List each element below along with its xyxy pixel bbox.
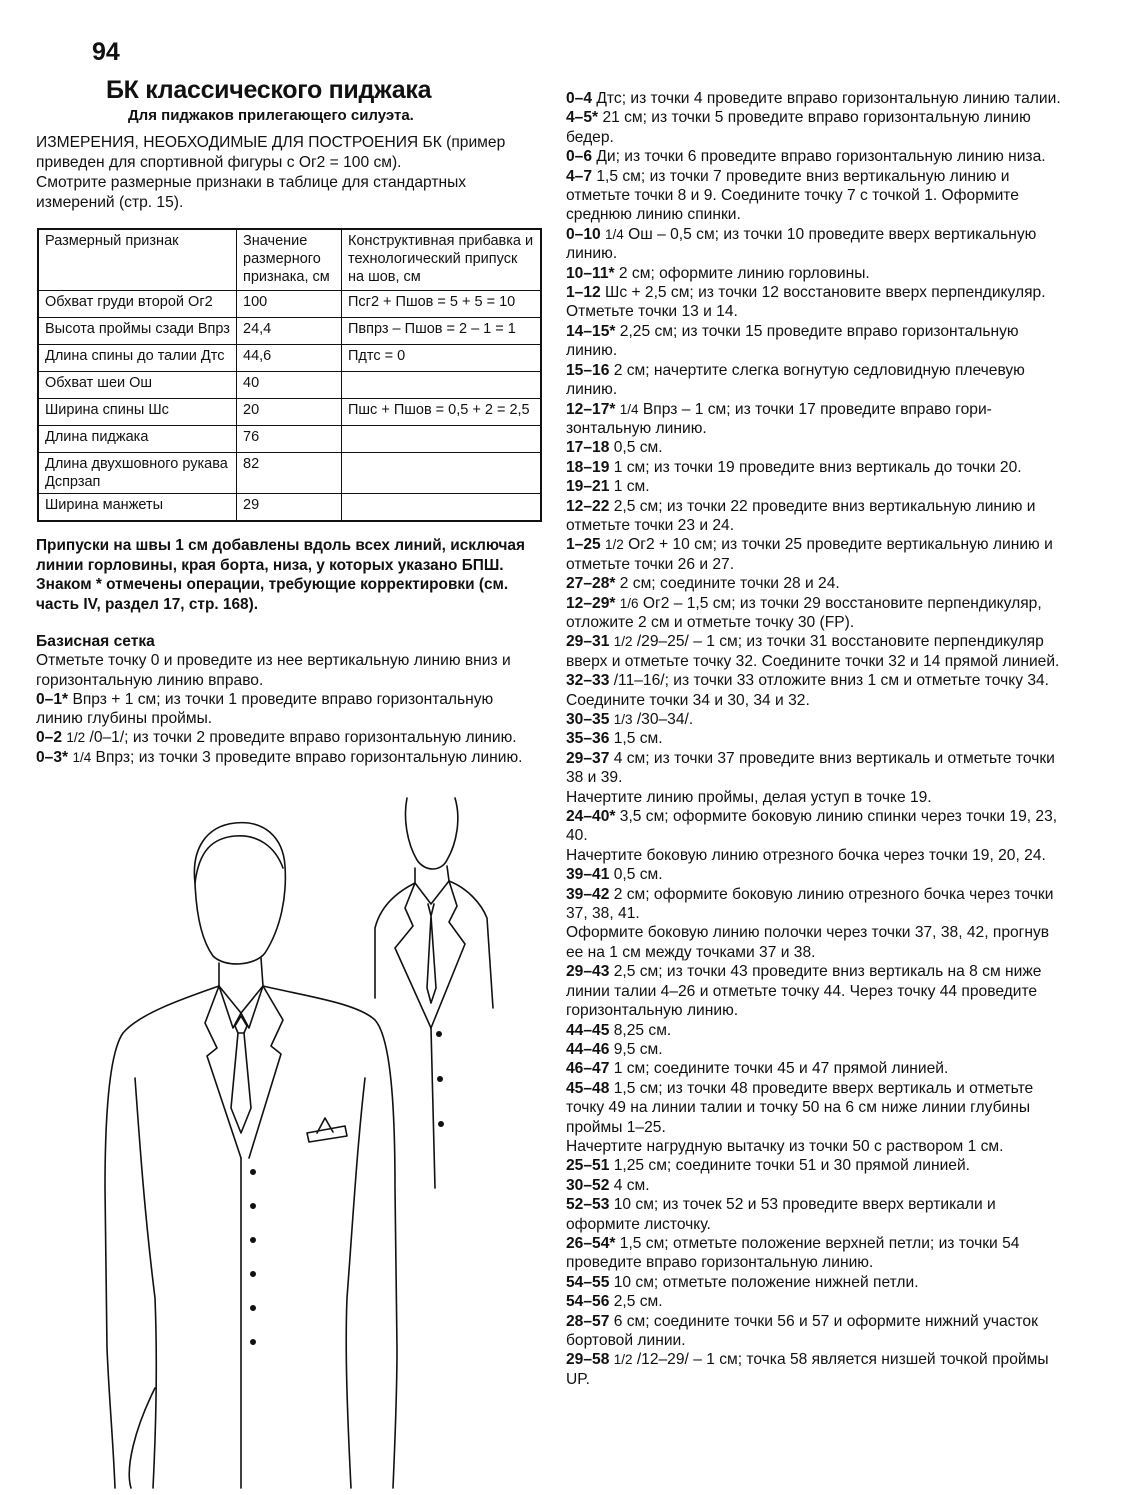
step-text: Оформите боковую линию полочки через точки 37, 38, 42, прогнув ее на 1 см между точками 37 и 38.: [566, 924, 1050, 961]
step-label: 0–6: [566, 148, 593, 166]
step-text: 4 см; из точки 37 проведите вниз вертикаль и отметьте точки 38 и 39.: [566, 749, 1055, 787]
step-label: 54–55: [566, 1273, 610, 1291]
step-text: 2 см; соедините точки 28 и 24.: [619, 575, 840, 593]
base-grid-section: [36, 632, 541, 767]
step-text: 0,5 см.: [613, 866, 663, 884]
step-text: /12–29/ – 1 см; точка 58 является низшей точкой проймы UP.: [566, 1351, 1049, 1388]
table-row: Длина спины до талии Дтс 44,6 Пдтс = 0: [38, 345, 541, 372]
step-text: /0–1/; из точки 2 проведите вправо горизонтальную линию.: [85, 729, 517, 747]
instruction-step: [566, 749, 1066, 788]
construction-steps: [566, 89, 1066, 1389]
step-text: 2,5 см; из точки 22 проведите вниз вертикальную линию и отметьте точки 23 и 24.: [566, 497, 1036, 534]
step-text: Впрз – 1 см; из точки 17 проведите вправо горизонтальную линию.: [566, 400, 992, 437]
step-text: 1,25 см; соедините точки 51 и 30 прямой линией.: [613, 1157, 971, 1175]
page-title: БК классического пиджака: [106, 76, 432, 104]
jacket-illustration: [95, 788, 535, 1493]
section-intro: Отметьте точку 0 и проведите из нее вертикальную линию вниз и горизонтальную линию вправо.: [36, 652, 511, 689]
step-label: 19–21: [566, 478, 610, 496]
step-text: /29–25/ – 1 см; из точки 31 восстановите перпендикуляр вверх и отметьте точку 32. Соедините точки 32 и 14 прямой линией.: [566, 633, 1060, 670]
step-label: 17–18: [566, 439, 610, 457]
step-label: 0–4: [566, 90, 593, 107]
instruction-step: [566, 710, 1066, 729]
instruction-step: [566, 729, 1066, 748]
instruction-step: [566, 477, 1066, 496]
step-label: 12–29*: [566, 594, 616, 612]
step-label: 24–40*: [566, 808, 616, 826]
step-label: 29–58: [566, 1351, 610, 1369]
step-text: 2 см; оформите боковую линию отрезного бочка через точки 37, 38, 41.: [566, 885, 1054, 923]
step-label: 15–16: [566, 361, 610, 379]
step-text: Ог2 + 10 см; из точки 25 проведите вертикальную линию и отметьте точки 26 и 27.: [566, 536, 1053, 573]
step-fraction: 1/4: [72, 749, 92, 765]
instruction-step: [566, 962, 1066, 1020]
step-label: 39–41: [566, 866, 610, 884]
step-label: 1–25: [566, 536, 601, 554]
step-text: Начертите нагрудную вытачку из точки 50 с раствором 1 см.: [566, 1137, 1004, 1155]
step-label: 29–37: [566, 749, 610, 767]
instruction-step: [566, 438, 1066, 457]
step-text: Начертите боковую линию отрезного бочка через точки 19, 20, 24.: [566, 846, 1046, 864]
step-text: 0,5 см.: [613, 439, 663, 457]
step-text: 8,25 см.: [613, 1021, 672, 1039]
step-text: 6 см; соедините точки 56 и 57 и оформите нижний участок бортовой линии.: [566, 1312, 1038, 1349]
step-label: 27–28*: [566, 575, 616, 593]
table-row: Обхват груди второй Ог2 100 Псг2 + Пшов = 5 + 5 = 10: [38, 291, 541, 318]
instruction-step: [566, 1234, 1066, 1273]
step-text: 10 см; из точек 52 и 53 проведите вверх вертикали и оформите листочку.: [566, 1196, 996, 1233]
step-text: 1,5 см; из точки 7 проведите вниз вертикальную линию и отметьте точки 8 и 9. Соедините точку 7 с точкой 1. Оформите среднюю линию спинки.: [566, 167, 1019, 224]
step-label: 32–33: [566, 672, 610, 690]
instruction-step: [566, 1312, 1066, 1351]
instruction-step: [566, 1040, 1066, 1059]
section-heading: Базисная сетка: [36, 633, 155, 650]
step-label: 45–48: [566, 1079, 610, 1097]
table-header-feature: Размерный признак: [38, 229, 237, 291]
instruction-step: [566, 1156, 1066, 1175]
step-label: 1–12: [566, 284, 601, 302]
instruction-step: [566, 264, 1066, 283]
step-text: /11–16/; из точки 33 отложите вниз 1 см и отметьте точку 34. Соедините точки 34 и 30, 34 и 32.: [566, 672, 1050, 709]
step-label: 18–19: [566, 458, 610, 476]
step-label: 46–47: [566, 1060, 610, 1078]
instruction-step: [566, 923, 1066, 962]
instruction-step: [566, 167, 1066, 225]
step-label: 54–56: [566, 1293, 610, 1311]
step-label: 29–43: [566, 963, 610, 981]
instruction-step: [566, 1273, 1066, 1292]
table-row: Длина пиджака 76: [38, 426, 541, 453]
table-row: Ширина спины Шс 20 Пшс + Пшов = 0,5 + 2 = 2,5: [38, 399, 541, 426]
instruction-step: [566, 1195, 1066, 1234]
step-text: 1,5 см; из точки 48 проведите вверх вертикаль и отметьте точку 49 на линии талии и точку 50 на 6 см ниже линии глубины проймы 1–25.: [566, 1079, 1034, 1136]
instruction-step: [566, 1137, 1066, 1156]
vest-buttons: [250, 1169, 256, 1345]
step-text: Впрз; из точки 3 проведите вправо горизонтальную линию.: [91, 748, 523, 766]
step-text: 1,5 см.: [613, 730, 663, 748]
instruction-step: [566, 89, 1066, 108]
measurements-table: [37, 228, 542, 522]
step-text: Ош – 0,5 см; из точки 10 проведите вверх вертикальную линию.: [566, 225, 1037, 263]
side-figure: [375, 798, 493, 1188]
step-label: 30–35: [566, 711, 610, 728]
instruction-step: [566, 1059, 1066, 1078]
table-row: Высота проймы сзади Впрз 24,4 Пвпрз – Пшов = 2 – 1 = 1: [38, 318, 541, 345]
instruction-step: [566, 885, 1066, 924]
step-label: 14–15*: [566, 322, 616, 340]
step-text: 1 см; из точки 19 проведите вниз вертикаль до точки 20.: [613, 458, 1022, 476]
step-text: Ди; из точки 6 проведите вправо горизонтальную линию низа.: [596, 148, 1046, 166]
step-label: 0–1*: [36, 690, 69, 708]
instruction-step: [566, 283, 1066, 322]
step-fraction: 1/2: [605, 537, 624, 553]
step-fraction: 1/2: [613, 634, 633, 650]
step-fraction: 1/3: [613, 712, 633, 727]
step-text: 4 см.: [613, 1176, 650, 1194]
step-text: 10 см; отметьте положение нижней петли.: [613, 1273, 919, 1291]
step-text: 2,5 см; из точки 43 проведите вниз вертикаль на 8 см ниже линии талии 4–26 и отметьте точку 44. Через точку 44 проведите горизонтальную линию.: [566, 963, 1042, 1020]
table-row: Обхват шеи Ош 40: [38, 372, 541, 399]
step-label: 44–45: [566, 1021, 610, 1039]
step-fraction: 1/4: [605, 226, 624, 242]
step-text: 2 см; начертите слегка вогнутую седловидную плечевую линию.: [566, 361, 1025, 399]
instruction-step: [36, 690, 541, 729]
step-label: 30–52: [566, 1176, 610, 1194]
step-fraction: 1/6: [619, 595, 639, 611]
instruction-step: [566, 632, 1066, 671]
instruction-step: [566, 865, 1066, 884]
step-text: 1,5 см; отметьте положение верхней петли; из точки 54 проведите вправо горизонтальную линию.: [566, 1234, 1020, 1272]
instruction-step: [566, 497, 1066, 536]
step-label: 29–31: [566, 633, 610, 651]
instruction-step: [566, 458, 1066, 477]
figure-head: [194, 823, 285, 988]
step-label: 44–46: [566, 1040, 610, 1058]
instruction-step: [566, 1176, 1066, 1195]
table-header-value: Значение размерного признака, см: [237, 229, 342, 291]
step-text: Дтс; из точки 4 проведите вправо горизонтальную линию талии.: [596, 90, 1061, 107]
instruction-step: [566, 788, 1066, 807]
instruction-step: [566, 807, 1066, 846]
instruction-step: [36, 728, 541, 747]
instruction-step: [566, 108, 1066, 147]
instruction-step: [566, 1079, 1066, 1137]
step-text: Впрз + 1 см; из точки 1 проведите вправо горизонтальную линию глубины проймы.: [36, 690, 494, 728]
step-fraction: 1/2: [66, 730, 86, 746]
step-label: 12–17*: [566, 400, 616, 418]
instruction-step: [566, 225, 1066, 264]
page-number: 94: [92, 38, 120, 66]
step-label: 0–2: [36, 729, 63, 747]
instruction-step: [566, 361, 1066, 400]
step-text: /30–34/.: [632, 711, 694, 728]
instruction-step: [36, 748, 541, 767]
step-label: 25–51: [566, 1157, 610, 1175]
step-text: 9,5 см.: [613, 1040, 663, 1058]
step-label: 52–53: [566, 1196, 610, 1214]
seam-allowance-note: Припуски на швы 1 см добавлены вдоль всех линий, исключая линии горловины, края борта, низа, у которых указано БПШ. Знаком * отмечены операции, требующие корректировки (см. часть IV, раздел 17, стр. 168).: [36, 537, 525, 613]
instruction-step: [566, 1292, 1066, 1311]
instruction-step: [566, 400, 1066, 439]
table-row: Длина двухшовного рукава Дспрзап 82: [38, 453, 541, 494]
step-text: 21 см; из точки 5 проведите вправо горизонтальную линию бедер.: [566, 109, 1031, 146]
step-label: 39–42: [566, 885, 610, 903]
step-text: Начертите линию проймы, делая уступ в точке 19.: [566, 788, 932, 806]
step-text: 1 см.: [613, 478, 650, 496]
instruction-step: [566, 322, 1066, 361]
step-text: 2,5 см.: [613, 1293, 663, 1311]
step-label: 35–36: [566, 730, 610, 748]
step-text: 2,25 см; из точки 15 проведите вправо горизонтальную линию.: [566, 322, 1019, 360]
step-label: 10–11*: [566, 264, 615, 282]
step-text: 3,5 см; оформите боковую линию спинки через точки 19, 23, 40.: [566, 808, 1058, 845]
step-text: 2 см; оформите линию горловины.: [618, 264, 870, 282]
step-label: 0–10: [566, 225, 601, 243]
instruction-step: [566, 594, 1066, 633]
instruction-step: [566, 671, 1066, 710]
instruction-step: [566, 1350, 1066, 1389]
table-header-allowance: Конструктивная прибавка и технологический припуск на шов, см: [342, 229, 542, 291]
table-row: Ширина манжеты 29: [38, 494, 541, 522]
instruction-step: [566, 1021, 1066, 1040]
step-label: 4–7: [566, 167, 593, 185]
page-subtitle: Для пиджаков прилегающего силуэта.: [128, 107, 414, 124]
instruction-step: [566, 147, 1066, 166]
step-label: 26–54*: [566, 1234, 616, 1252]
instruction-step: [566, 574, 1066, 593]
step-text: 1 см; соедините точки 45 и 47 прямой линией.: [613, 1060, 949, 1078]
side-figure-buttons: [436, 1031, 444, 1127]
step-text: Шс + 2,5 см; из точки 12 восстановите вверх перпендикуляр. Отметьте точки 13 и 14.: [566, 284, 1046, 321]
step-text: Ог2 – 1,5 см; из точки 29 восстановите перпендикуляр, отложите 2 см и отметьте точку 30 (FP).: [566, 594, 1042, 631]
step-label: 0–3*: [36, 748, 69, 766]
measurements-intro: ИЗМЕРЕНИЯ, НЕОБХОДИМЫЕ ДЛЯ ПОСТРОЕНИЯ БК (пример приведен для спортивной фигуры с Ог2 = 100 см). Смотрите размерные признаки в таблице для стандартных измерений (стр. 15).: [36, 134, 506, 211]
instruction-step: [566, 535, 1066, 574]
step-label: 4–5*: [566, 109, 599, 127]
step-fraction: 1/4: [619, 401, 639, 417]
instruction-step: [566, 846, 1066, 865]
jacket-body: [105, 986, 397, 1488]
step-fraction: 1/2: [613, 1352, 633, 1368]
step-label: 28–57: [566, 1312, 610, 1330]
step-label: 12–22: [566, 497, 610, 515]
